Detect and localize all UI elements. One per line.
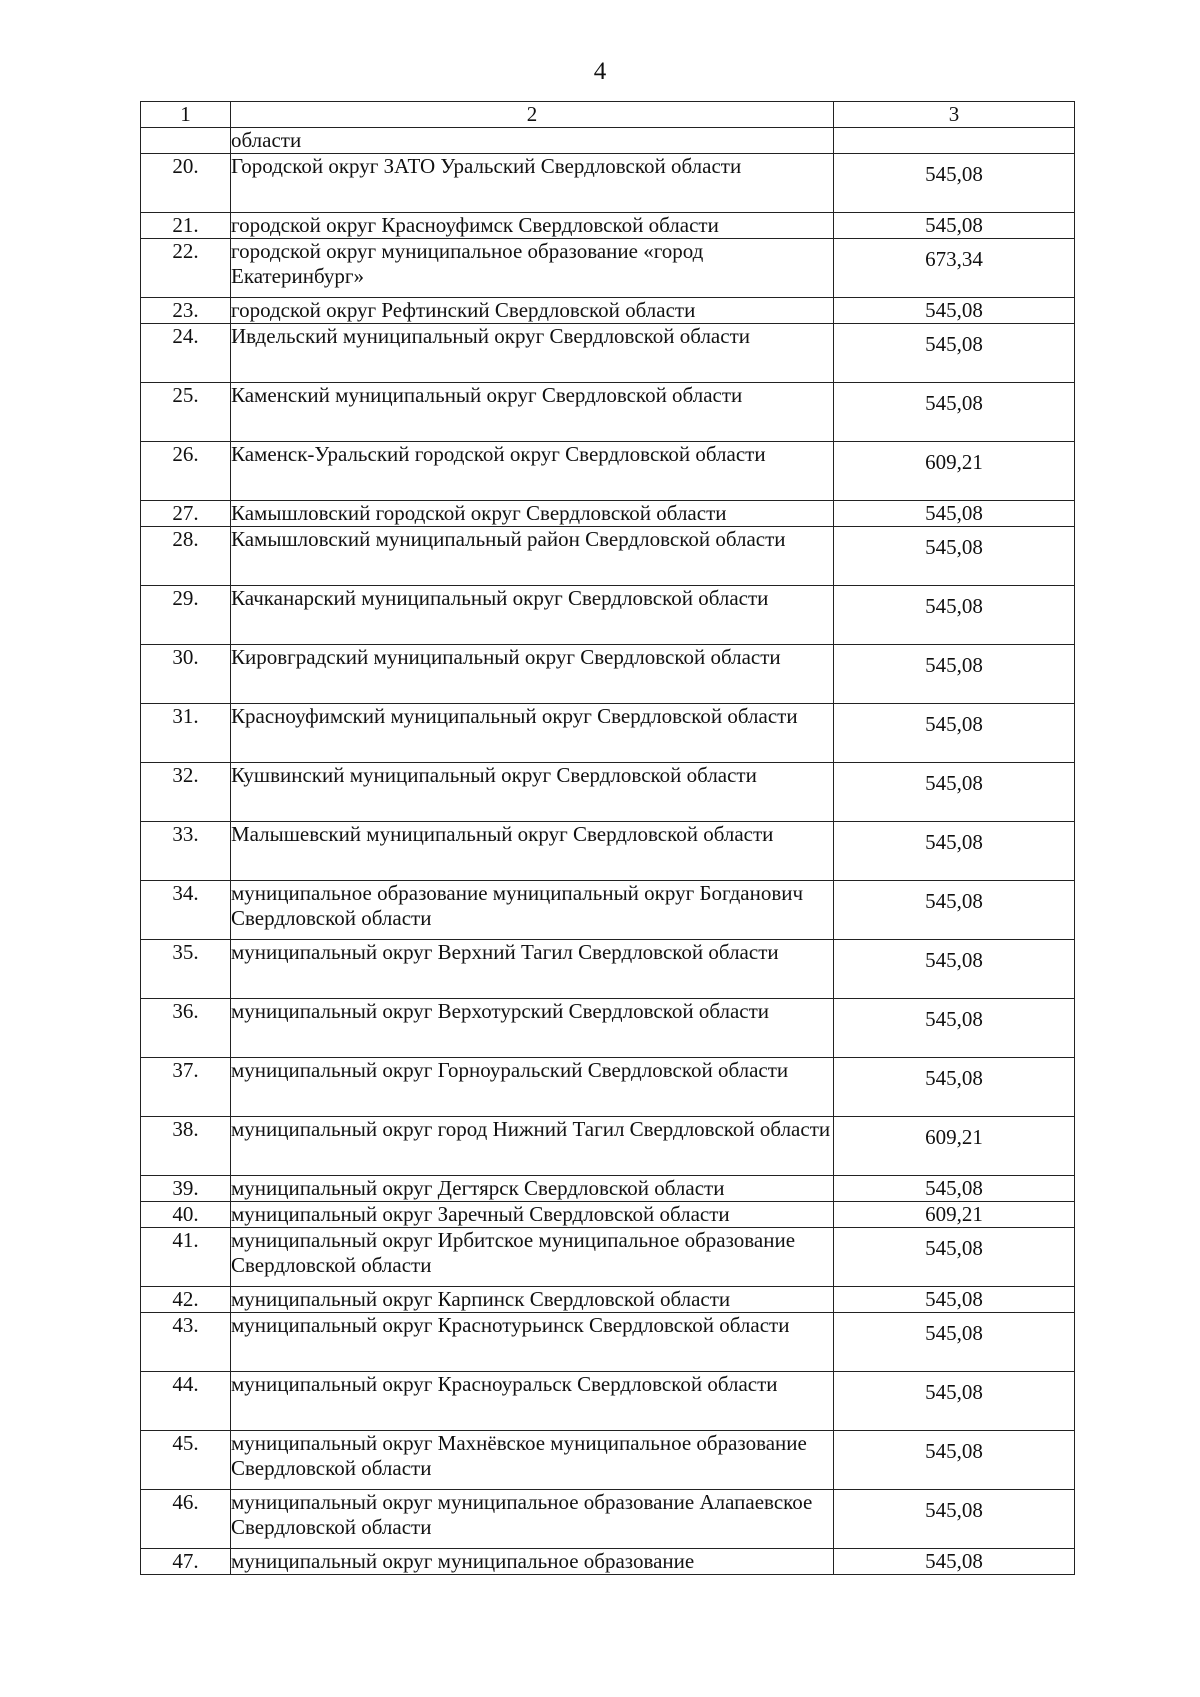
table-row (141, 501, 1075, 527)
table-header-row (141, 102, 1075, 128)
table-row (141, 1176, 1075, 1202)
municipality-name: муниципальный округ Заречный Свердловской области (231, 1202, 834, 1228)
row-number: 32. (141, 763, 231, 822)
norm-value: 545,08 (834, 213, 1075, 239)
municipality-name: городской округ Рефтинский Свердловской области (231, 298, 834, 324)
norm-value (834, 128, 1075, 154)
row-number: 35. (141, 940, 231, 999)
norm-value: 545,08 (834, 501, 1075, 527)
municipality-name: Каменск-Уральский городской округ Свердловской области (231, 442, 834, 501)
table-row (141, 239, 1075, 298)
municipality-name: муниципальный округ Красноуральск Свердловской области (231, 1372, 834, 1431)
municipality-name: муниципальный округ Махнёвское муниципальное образование Свердловской области (231, 1431, 834, 1490)
norm-value: 545,08 (834, 154, 1075, 213)
municipality-name: муниципальный округ Дегтярск Свердловской области (231, 1176, 834, 1202)
row-number: 29. (141, 586, 231, 645)
norm-value: 545,08 (834, 940, 1075, 999)
municipality-name: Качканарский муниципальный округ Свердловской области (231, 586, 834, 645)
row-number: 34. (141, 881, 231, 940)
row-number: 24. (141, 324, 231, 383)
norm-value: 545,08 (834, 586, 1075, 645)
municipality-name: Малышевский муниципальный округ Свердловской области (231, 822, 834, 881)
table-row (141, 1287, 1075, 1313)
row-number: 42. (141, 1287, 231, 1313)
row-number: 45. (141, 1431, 231, 1490)
table-row (141, 213, 1075, 239)
municipality-name: муниципальный округ Верхний Тагил Свердловской области (231, 940, 834, 999)
municipality-name: Камышловский муниципальный район Свердловской области (231, 527, 834, 586)
norm-value: 545,08 (834, 645, 1075, 704)
row-number: 43. (141, 1313, 231, 1372)
table-row (141, 527, 1075, 586)
table-row (141, 645, 1075, 704)
table-row (141, 442, 1075, 501)
municipality-name: Кушвинский муниципальный округ Свердловской области (231, 763, 834, 822)
row-number: 33. (141, 822, 231, 881)
municipality-name: городской округ Красноуфимск Свердловской области (231, 213, 834, 239)
row-number: 36. (141, 999, 231, 1058)
municipality-name: муниципальный округ Верхотурский Свердловской области (231, 999, 834, 1058)
municipality-table (140, 101, 1075, 1575)
table-row (141, 298, 1075, 324)
table-row (141, 1058, 1075, 1117)
municipality-name: муниципальный округ Краснотурьинск Свердловской области (231, 1313, 834, 1372)
norm-value: 545,08 (834, 1228, 1075, 1287)
municipality-name: муниципальный округ Горноуральский Свердловской области (231, 1058, 834, 1117)
municipality-name: Камышловский городской округ Свердловской области (231, 501, 834, 527)
norm-value: 545,08 (834, 1058, 1075, 1117)
norm-value: 545,08 (834, 822, 1075, 881)
row-number: 22. (141, 239, 231, 298)
row-number: 30. (141, 645, 231, 704)
norm-value: 545,08 (834, 704, 1075, 763)
table-row (141, 999, 1075, 1058)
table-row (141, 324, 1075, 383)
municipality-name: муниципальный округ Ирбитское муниципальное образование Свердловской области (231, 1228, 834, 1287)
table-row (141, 1228, 1075, 1287)
row-number: 25. (141, 383, 231, 442)
norm-value: 545,08 (834, 298, 1075, 324)
row-number: 44. (141, 1372, 231, 1431)
table-row (141, 383, 1075, 442)
table-row (141, 763, 1075, 822)
table-row (141, 1202, 1075, 1228)
municipality-name: Ивдельский муниципальный округ Свердловской области (231, 324, 834, 383)
row-number: 27. (141, 501, 231, 527)
norm-value: 609,21 (834, 1117, 1075, 1176)
municipality-name: области (231, 128, 834, 154)
table-row (141, 1372, 1075, 1431)
table-row (141, 154, 1075, 213)
row-number: 26. (141, 442, 231, 501)
row-number: 21. (141, 213, 231, 239)
municipality-name: муниципальный округ Карпинск Свердловской области (231, 1287, 834, 1313)
municipality-name: муниципальный округ город Нижний Тагил Свердловской области (231, 1117, 834, 1176)
table-row (141, 881, 1075, 940)
table-row (141, 1490, 1075, 1549)
norm-value: 545,08 (834, 881, 1075, 940)
row-number: 31. (141, 704, 231, 763)
row-number: 28. (141, 527, 231, 586)
row-number (141, 128, 231, 154)
row-number: 47. (141, 1549, 231, 1575)
norm-value: 673,34 (834, 239, 1075, 298)
municipality-name: Каменский муниципальный округ Свердловской области (231, 383, 834, 442)
norm-value: 609,21 (834, 442, 1075, 501)
row-number: 46. (141, 1490, 231, 1549)
table-row (141, 1431, 1075, 1490)
row-number: 40. (141, 1202, 231, 1228)
norm-value: 545,08 (834, 1372, 1075, 1431)
column-header-name: 2 (231, 102, 834, 128)
column-header-number: 1 (141, 102, 231, 128)
norm-value: 609,21 (834, 1202, 1075, 1228)
row-number: 39. (141, 1176, 231, 1202)
norm-value: 545,08 (834, 527, 1075, 586)
column-header-value: 3 (834, 102, 1075, 128)
page-number: 4 (593, 58, 607, 85)
norm-value: 545,08 (834, 1549, 1075, 1575)
norm-value: 545,08 (834, 1431, 1075, 1490)
norm-value: 545,08 (834, 763, 1075, 822)
norm-value: 545,08 (834, 999, 1075, 1058)
table-row (141, 1549, 1075, 1575)
table-row (141, 1313, 1075, 1372)
municipality-name: муниципальное образование муниципальный округ Богданович Свердловской области (231, 881, 834, 940)
row-number: 20. (141, 154, 231, 213)
norm-value: 545,08 (834, 1490, 1075, 1549)
table-row (141, 128, 1075, 154)
municipality-name: Красноуфимский муниципальный округ Свердловской области (231, 704, 834, 763)
row-number: 23. (141, 298, 231, 324)
norm-value: 545,08 (834, 1176, 1075, 1202)
norm-value: 545,08 (834, 1287, 1075, 1313)
municipality-name: муниципальный округ муниципальное образование Алапаевское Свердловской области (231, 1490, 834, 1549)
row-number: 37. (141, 1058, 231, 1117)
table-row (141, 1117, 1075, 1176)
table-row (141, 704, 1075, 763)
norm-value: 545,08 (834, 1313, 1075, 1372)
row-number: 38. (141, 1117, 231, 1176)
table-row (141, 586, 1075, 645)
table-row (141, 822, 1075, 881)
norm-value: 545,08 (834, 324, 1075, 383)
municipality-name: муниципальный округ муниципальное образование (231, 1549, 834, 1575)
municipality-name: Городской округ ЗАТО Уральский Свердловской области (231, 154, 834, 213)
table-row (141, 940, 1075, 999)
row-number: 41. (141, 1228, 231, 1287)
municipality-name: Кировградский муниципальный округ Свердловской области (231, 645, 834, 704)
norm-value: 545,08 (834, 383, 1075, 442)
municipality-name: городской округ муниципальное образование «город Екатеринбург» (231, 239, 834, 298)
